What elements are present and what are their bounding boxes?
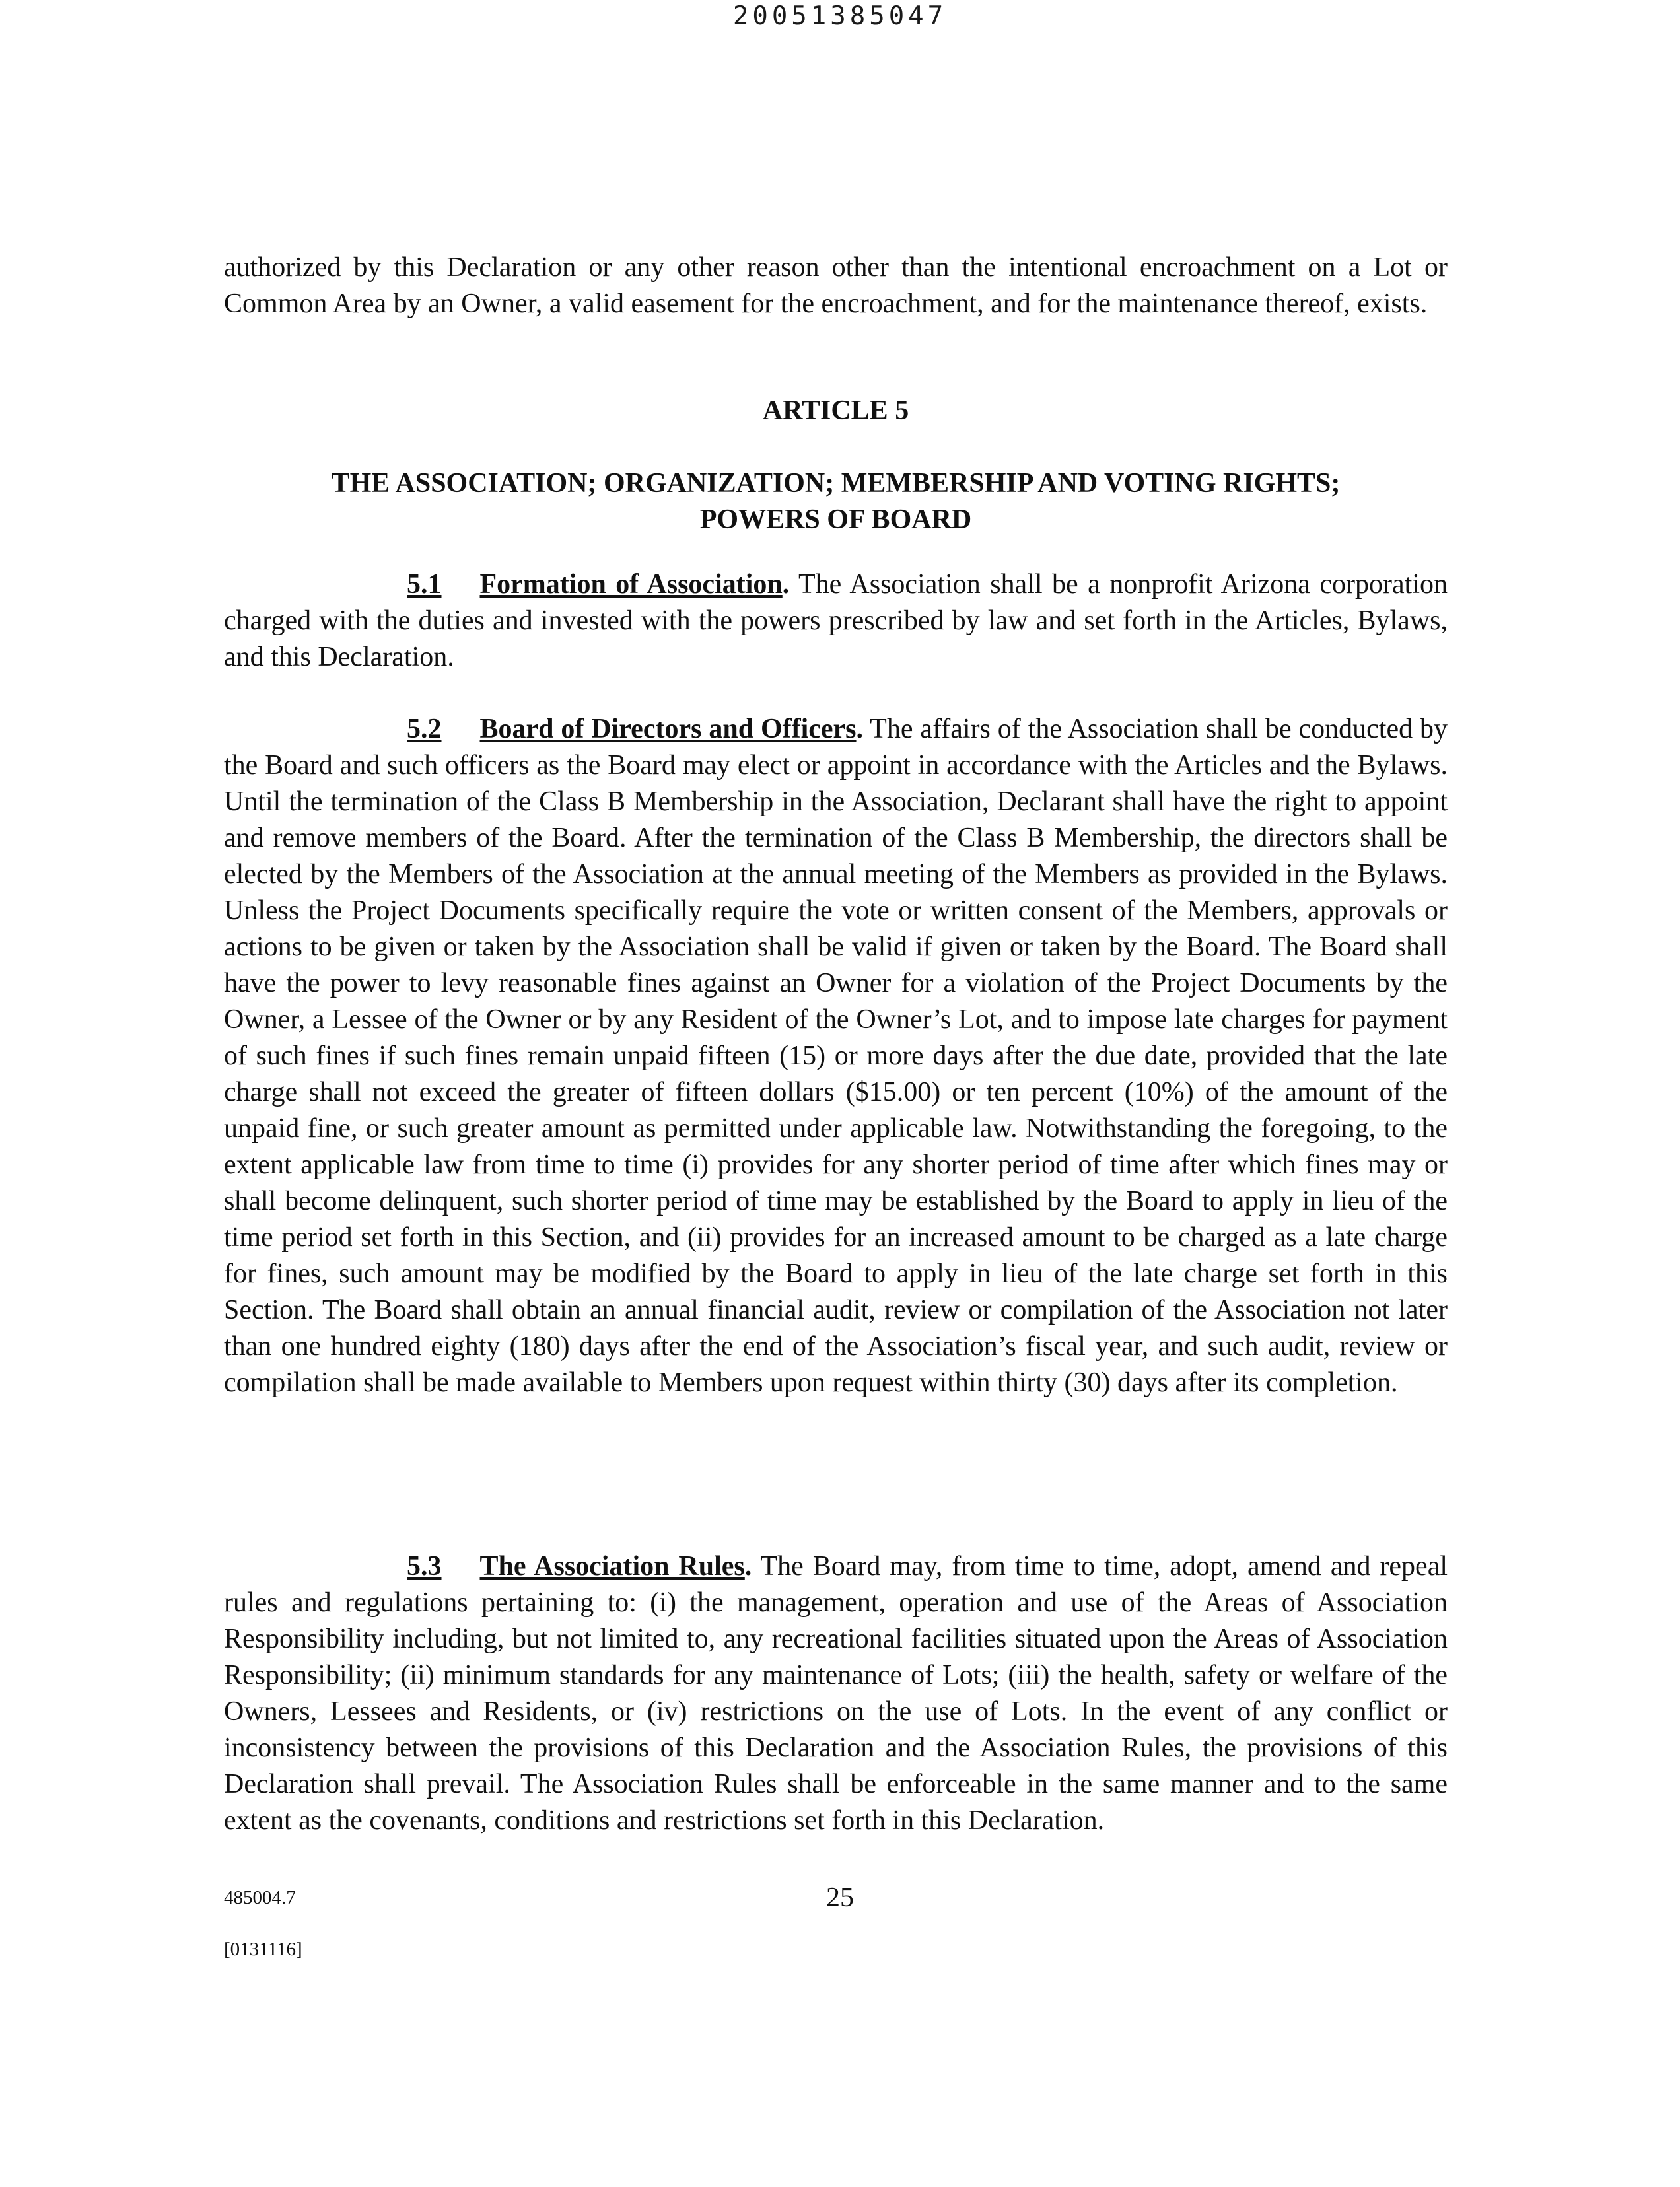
section-text: The affairs of the Association shall be conducted by the Board and such officers as the Board may elect or appoint in accordance with the Articles and the Bylaws. Until the termination of the Class B Membership in the Association, Declarant shall have the right to appoint and remove members of the Board. After the termination of the Class B Membership, the directors shall be elected by the Members of the Association at the annual meeting of the Members as provided in the Bylaws. Unless the Project Documents specifically require the vote or written consent of the Members, approvals or actions to be given or taken by the Association shall be valid if given or taken by the Board. The Board shall have the power to levy reasonable fines against an Owner for a violation of the Project Documents by the Owner, a Lessee of the Owner or by any Resident of the Owner’s Lot, and to impose late charges for payment of such fines if such fines remain unpaid fifteen (15) or more days after the due date, provided that the late charge shall not exceed the greater of fifteen dollars ($15.00) or ten percent (10%) of the amount of the unpaid fine, or such greater amount as permitted under applicable law. Notwithstanding the foregoing, to the extent applicable law from time to time (i) provides for any shorter period of time after which fines may or shall become delinquent, such shorter period of time may be established by the Board to apply in lieu of the time period set forth in this Section, and (ii) provides for an increased amount to be charged as a late charge for fines, such amount may be modified by the Board to apply in lieu of the late charge set forth in this Section. The Board shall obtain an annual financial audit, review or compilation of the Association not later than one hundred eighty (180) days after the end of the Association’s fiscal year, and such audit, review or compilation shall be made available to Members upon request within thirty (30) days after its completion. [224, 714, 1448, 1398]
intro-paragraph [224, 250, 1448, 322]
section-title: The Association Rules [479, 1551, 745, 1581]
page-number: 25 [826, 1883, 854, 1913]
article-title [224, 466, 1448, 538]
section-number: 5.1 [407, 569, 442, 600]
section-number: 5.2 [407, 714, 442, 744]
article-heading: ARTICLE 5 [762, 396, 909, 426]
section-title: Formation of Association [479, 569, 783, 600]
recording-number: 20051385047 [732, 1, 948, 31]
section-text: The Board may, from time to time, adopt, amend and repeal rules and regulations pertaining to: (i) the management, operation and use of the Areas of Association Responsibility including, but not limited to, any recreational facilities situated upon the Areas of Association Responsibility; (ii) minimum standards for any maintenance of Lots; (iii) the health, safety or welfare of the Owners, Lessees and Residents, or (iv) restrictions on the use of Lots. In the event of any conflict or inconsistency between the provisions of this Declaration and the Association Rules, the provisions of this Declaration shall prevail. The Association Rules shall be enforceable in the same manner and to the same extent as the covenants, conditions and restrictions set forth in this Declaration. [224, 1551, 1448, 1836]
section-title: Board of Directors and Officers [479, 714, 857, 744]
section-5-3: 5.3 The Association Rules. The Board may, from time to time, adopt, amend and repeal rules and regulations pertaining to: (i) the management, operation and use of the Areas of Association Responsibility including, but not limited to, any recreational facilities situated upon the Areas of Association Responsibility; (ii) minimum standards for any maintenance of Lots; (iii) the health, safety or welfare of the Owners, Lessees and Residents, or (iv) restrictions on the use of Lots. In the event of any conflict or inconsistency between the provisions of this Declaration and the Association Rules, the provisions of this Declaration shall prevail. The Association Rules shall be enforceable in the same manner and to the same extent as the covenants, conditions and restrictions set forth in this Declaration. [224, 1551, 1448, 1836]
footer-doc-reference: 485004.7 [224, 1887, 296, 1908]
article-title-line-1: THE ASSOCIATION; ORGANIZATION; MEMBERSHIP AND VOTING RIGHTS; [331, 468, 1341, 499]
intro-text: authorized by this Declaration or any other reason other than the intentional encroachment on a Lot or Common Area by an Owner, a valid easement for the encroachment, and for the maintenance thereof, exists. [224, 252, 1448, 319]
section-number: 5.3 [407, 1551, 442, 1581]
section-text: The Association shall be a nonprofit Arizona corporation charged with the duties and invested with the powers prescribed by law and set forth in the Articles, Bylaws, and this Declaration. [224, 569, 1448, 672]
article-title-line-2: POWERS OF BOARD [699, 504, 972, 535]
section-5-1: 5.1 Formation of Association. The Association shall be a nonprofit Arizona corporation charged with the duties and invested with the powers prescribed by law and set forth in the Articles, Bylaws, and this Declaration. [224, 569, 1448, 672]
section-5-2: 5.2 Board of Directors and Officers. The affairs of the Association shall be conducted by the Board and such officers as the Board may elect or appoint in accordance with the Articles and the Bylaws. Until the termination of the Class B Membership in the Association, Declarant shall have the right to appoint and remove members of the Board. After the termination of the Class B Membership, the directors shall be elected by the Members of the Association at the annual meeting of the Members as provided in the Bylaws. Unless the Project Documents specifically require the vote or written consent of the Members, approvals or actions to be given or taken by the Association shall be valid if given or taken by the Board. The Board shall have the power to levy reasonable fines against an Owner for a violation of the Project Documents by the Owner, a Lessee of the Owner or by any Resident of the Owner’s Lot, and to impose late charges for payment of such fines if such fines remain unpaid fifteen (15) or more days after the due date, provided that the late charge shall not exceed the greater of fifteen dollars ($15.00) or ten percent (10%) of the amount of the unpaid fine, or such greater amount as permitted under applicable law. Notwithstanding the foregoing, to the extent applicable law from time to time (i) provides for any shorter period of time after which fines may or shall become delinquent, such shorter period of time may be established by the Board to apply in lieu of the time period set forth in this Section, and (ii) provides for an increased amount to be charged as a late charge for fines, such amount may be modified by the Board to apply in lieu of the late charge set forth in this Section. The Board shall obtain an annual financial audit, review or compilation of the Association not later than one hundred eighty (180) days after the end of the Association’s fiscal year, and such audit, review or compilation shall be made available to Members upon request within thirty (30) days after its completion. [224, 714, 1448, 1398]
footer-client-reference: [0131116] [224, 1939, 302, 1960]
